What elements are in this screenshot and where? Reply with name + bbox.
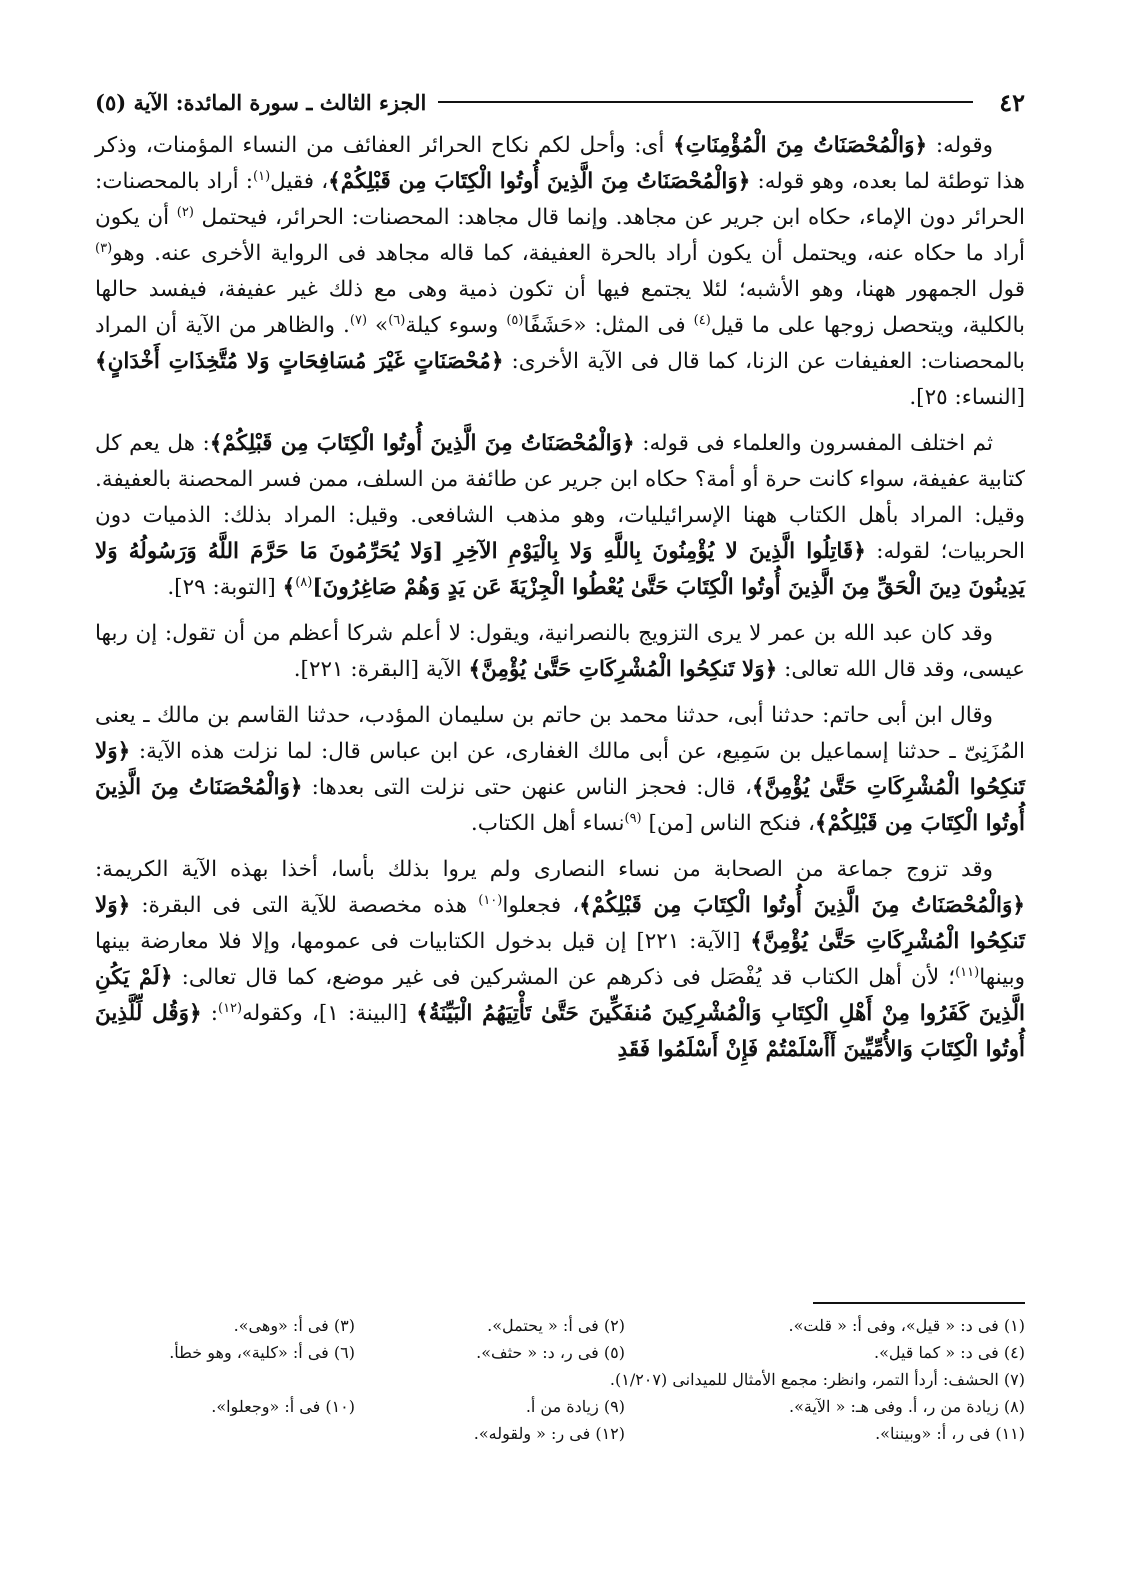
text-run: . والظاهر من الآية أن المراد بالمحصنات: العفيفات عن الزنا، كما قال فى الآية الأخرى:: [95, 313, 1025, 374]
page-header: [95, 84, 1025, 120]
text-run: »: [367, 313, 389, 338]
running-title: الجزء الثالث ـ سورة المائدة: الآية (٥): [95, 89, 427, 115]
footnote-ref: (٢): [176, 204, 194, 220]
footnote-ref: (٩): [624, 810, 642, 826]
text-run: :: [201, 1001, 218, 1026]
footnote: (١) فى د: « قيل»، وفى أ: « قلت».: [788, 1316, 1025, 1335]
footnote: (٥) فى ر، د: « حثف».: [476, 1343, 625, 1362]
footnote-ref: (٣): [95, 240, 113, 256]
footnote: (٦) فى أ: «كلية»، وهو خطأ.: [169, 1343, 355, 1362]
text-run: [التوبة: ٢٩].: [167, 575, 283, 600]
footnote-ref: (١): [253, 168, 271, 184]
quran-quote: ﴿وَقُل لِّلَّذِينَ أُوتُوا الْكِتَابَ وَالأُمِّيِّينَ أَأَسْلَمْتُمْ فَإِنْ أَسْلَمُوا فَقَدِ: [95, 1001, 1025, 1062]
header-rule: [438, 101, 973, 103]
footnote: (١٢) فى ر: « ولقوله».: [473, 1424, 625, 1443]
footnote: (١١) فى ر، أ: «وبيننا».: [875, 1424, 1025, 1443]
footnote-ref: (٧): [349, 312, 368, 328]
footnote-row: [95, 1420, 1025, 1447]
footnote: (٨) زيادة من ر، أ. وفى هـ: « الآية».: [789, 1397, 1025, 1416]
text-run: [الآية: ٢٢١] إن قيل بدخول الكتابيات فى عمومها، وإلا فلا معارضة بينها وبينها: [95, 929, 1026, 990]
quran-quote: ﴿وَالْمُحْصَنَاتُ مِنَ الَّذِينَ أُوتُوا الْكِتَابَ مِن قَبْلِكُمْ﴾: [95, 775, 1025, 836]
quran-quote: ﴿وَالْمُحْصَنَاتُ مِنَ الَّذِينَ أُوتُوا الْكِتَابَ مِن قَبْلِكُمْ﴾: [328, 169, 751, 194]
paragraph: [95, 852, 1025, 1068]
footnote: (٩) زيادة من أ.: [525, 1397, 625, 1416]
quran-quote: ﴿مُحْصَنَاتٍ غَيْرَ مُسَافِحَاتٍ وَلا مُتَّخِذَاتِ أَخْدَانٍ﴾: [95, 349, 504, 374]
text-run: هذه مخصصة للآية التى فى البقرة:: [130, 893, 479, 918]
page-number: ٤٢: [999, 87, 1025, 117]
quran-quote: ﴾: [282, 575, 296, 600]
footnote-ref: (٦): [388, 312, 406, 328]
text-run: وقوله:: [927, 133, 993, 158]
quran-quote: ﴿وَالْمُحْصَنَاتُ مِنَ الَّذِينَ أُوتُوا الْكِتَابَ مِن قَبْلِكُمْ﴾: [209, 431, 635, 456]
text-run: ، قال: فحجز الناس عنهن حتى نزلت التى بعدها:: [302, 775, 752, 800]
quran-quote: ﴿وَالْمُحْصَنَاتُ مِنَ الْمُؤْمِنَاتِ﴾: [673, 133, 928, 158]
footnote: (٢) فى أ: « يحتمل».: [487, 1316, 625, 1335]
main-text: [95, 128, 1025, 1076]
footnote-row: [95, 1339, 1025, 1366]
text-run: ، فقيل: [270, 169, 329, 194]
quran-quote: ﴿لَمْ يَكُنِ الَّذِينَ كَفَرُوا مِنْ أَهْلِ الْكِتَابِ وَالْمُشْرِكِينَ مُنفَكِّينَ حَتَّىٰ تَأْتِيَهُمُ الْبَيِّنَةُ﴾: [95, 965, 1025, 1026]
paragraph: [95, 616, 1025, 688]
quran-quote: ﴿وَلا تَنكِحُوا الْمُشْرِكَاتِ حَتَّىٰ يُؤْمِنَّ﴾: [95, 739, 1026, 800]
text-run: وسوء كيلة: [405, 313, 507, 338]
quran-quote: ﴿وَالْمُحْصَنَاتُ مِنَ الَّذِينَ أُوتُوا الْكِتَابَ مِن قَبْلِكُمْ﴾: [579, 893, 1025, 918]
footnote-ref: (١٠): [478, 892, 503, 908]
text-run: : هل يعم كل كتابية عفيفة، سواء كانت حرة أو أمة؟ حكاه ابن جرير عن طائفة من السلف، ممن فسر المحصنة بالعفيفة. وقيل: المراد بأهل الكتاب ههنا الإسرائيليات، وهو مذهب الشافعى. وقيل: المراد بذلك: الذميات دون الحربيات؛ لقوله:: [95, 431, 1025, 564]
footnote-ref: (٤): [693, 312, 711, 328]
footnote: (٧) الحشف: أردأ التمر، وانظر: مجمع الأمثال للميدانى (١/٢٠٧).: [609, 1370, 1025, 1389]
quran-quote: ﴿قَاتِلُوا الَّذِينَ لا يُؤْمِنُونَ بِاللَّهِ وَلا بِالْيَوْمِ الآخِرِ [وَلا يُحَرِّمُونَ مَا حَرَّمَ اللَّهُ وَرَسُولُهُ وَلا يَدِينُونَ دِينَ الْحَقِّ مِنَ الَّذِينَ أُوتُوا الْكِتَابَ حَتَّىٰ يُعْطُوا الْجِزْيَةَ عَن يَدٍ وَهُمْ صَاغِرُونَ]: [95, 539, 1025, 600]
text-run: نساء أهل الكتاب.: [470, 811, 625, 836]
text-run: [النساء: ٢٥].: [909, 385, 1025, 410]
text-run: الآية [البقرة: ٢٢١].: [293, 657, 469, 682]
paragraph: [95, 128, 1025, 416]
footnote-row: [95, 1366, 1025, 1393]
footnote-row: [95, 1393, 1025, 1420]
text-run: : أراد بالمحصنات: الحرائر دون الإماء، حكاه ابن جرير عن مجاهد. وإنما قال مجاهد: المحصنات: الحرائر، فيحتمل: [95, 169, 1025, 230]
footnote-separator: [813, 1302, 1025, 1304]
text-run: وقد كان عبد الله بن عمر لا يرى التزويج بالنصرانية، ويقول: لا أعلم شركا أعظم من أن تقول: إن ربها عيسى، وقد قال الله تعالى:: [95, 621, 1025, 682]
footnote-ref: (١١): [955, 964, 980, 980]
text-run: أن يكون أراد ما حكاه عنه، ويحتمل أن يكون أراد بالحرة العفيفة، كما قاله مجاهد فى الرواية الأخرى عنه. وهو: [95, 205, 1025, 266]
text-run: فى المثل: «حَشَفًا: [523, 313, 694, 338]
footnote-row: [95, 1312, 1025, 1339]
paragraph: [95, 698, 1025, 842]
footnote-ref: (٨): [295, 574, 313, 590]
text-run: وقال ابن أبى حاتم: حدثنا أبى، حدثنا محمد بن حاتم بن سليمان المؤدب، حدثنا القاسم بن مالك ـ يعنى المُزَنِىّ ـ حدثنا إسماعيل بن سَمِيع، عن أبى مالك الغفارى، عن ابن عباس قال: لما نزلت هذه الآية:: [95, 703, 1025, 764]
text-run: ، فجعلوا: [502, 893, 580, 918]
text-run: ، فنكح الناس [من]: [641, 811, 815, 836]
text-run: قول الجمهور ههنا، وهو الأشبه؛ لئلا يجتمع فيها أن تكون ذمية وهى مع ذلك غير عفيفة، فيفسد حالها بالكلية، ويتحصل زوجها على ما قيل: [95, 277, 1025, 338]
text-run: ثم اختلف المفسرون والعلماء فى قوله:: [634, 431, 993, 456]
quran-quote: ﴿وَلا تَنكِحُوا الْمُشْرِكَاتِ حَتَّىٰ يُؤْمِنَّ﴾: [95, 893, 1025, 954]
text-run: [البينة: ١]، وكقوله: [242, 1001, 417, 1026]
footnote: (٣) فى أ: «وهى».: [233, 1316, 355, 1335]
footnotes: [95, 1312, 1025, 1447]
text-run: ؛ لأن أهل الكتاب قد يُفْصَل فى ذكرهم عن المشركين فى غير موضع، كما قال تعالى:: [172, 965, 956, 990]
footnote: (٤) فى د: « كما قيل».: [873, 1343, 1025, 1362]
text-run: وقد تزوج جماعة من الصحابة من نساء النصارى ولم يروا بذلك بأسا، أخذا بهذه الآية الكريمة:: [95, 857, 993, 882]
paragraph: [95, 426, 1025, 606]
quran-quote: ﴿وَلا تَنكِحُوا الْمُشْرِكَاتِ حَتَّىٰ يُؤْمِنَّ﴾: [468, 657, 778, 682]
footnote-ref: (٥): [506, 312, 524, 328]
footnote: (١٠) فى أ: «وجعلوا».: [211, 1397, 355, 1416]
footnote-ref: (١٢): [218, 1000, 243, 1016]
text-run: أى: وأحل لكم نكاح الحرائر العفائف من النساء المؤمنات، وذكر هذا توطئة لما بعده، وهو قوله:: [95, 133, 1025, 194]
